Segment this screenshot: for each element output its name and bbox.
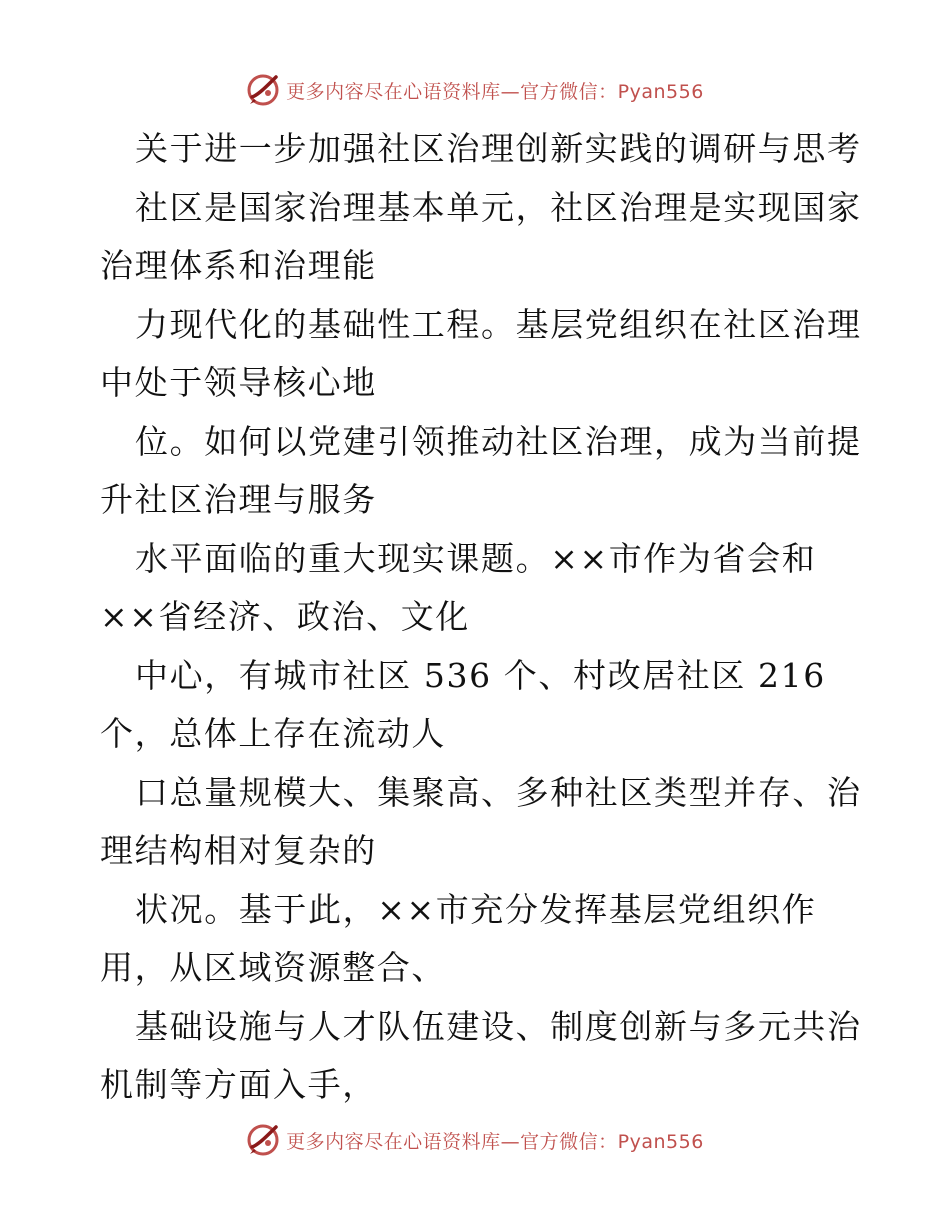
paragraph-line: 用，从区域资源整合、 <box>100 948 446 987</box>
paragraph-line: 水平面临的重大现实课题。××市作为省会和 <box>135 538 817 578</box>
paragraph-line: 基础设施与人才队伍建设、制度创新与多元共治 <box>135 1006 862 1046</box>
paragraph-line: 口总量规模大、集聚高、多种社区类型并存、治 <box>135 772 862 812</box>
paragraph-line: 机制等方面入手， <box>100 1065 377 1104</box>
footer-banner <box>0 1120 950 1160</box>
pen-circle-icon <box>246 1123 280 1157</box>
paragraph-line: 社区是国家治理基本单元，社区治理是实现国家 <box>135 187 862 227</box>
paragraph-line: 理结构相对复杂的 <box>100 831 377 870</box>
paragraph-line: ××省经济、政治、文化 <box>100 597 470 636</box>
footer-banner-text: 更多内容尽在心语资料库—官方微信：Pyan556 <box>286 1130 704 1153</box>
paragraph-line: 个，总体上存在流动人 <box>100 714 446 753</box>
pen-circle-icon <box>246 73 280 107</box>
paragraph-line: 升社区治理与服务 <box>100 480 377 519</box>
header-banner <box>0 70 950 110</box>
document-body <box>100 120 860 1115</box>
paragraph-line: 位。如何以党建引领推动社区治理，成为当前提 <box>135 421 862 461</box>
header-banner-text: 更多内容尽在心语资料库—官方微信：Pyan556 <box>286 80 704 103</box>
document-title: 关于进一步加强社区治理创新实践的调研与思考 <box>135 129 862 168</box>
paragraph-line: 中心，有城市社区 536 个、村改居社区 216 <box>135 655 826 695</box>
paragraph-line: 治理体系和治理能 <box>100 246 377 285</box>
paragraph-line: 状况。基于此，××市充分发挥基层党组织作 <box>135 889 817 929</box>
paragraph-line: 力现代化的基础性工程。基层党组织在社区治理 <box>135 304 862 344</box>
paragraph-line: 中处于领导核心地 <box>100 363 377 402</box>
